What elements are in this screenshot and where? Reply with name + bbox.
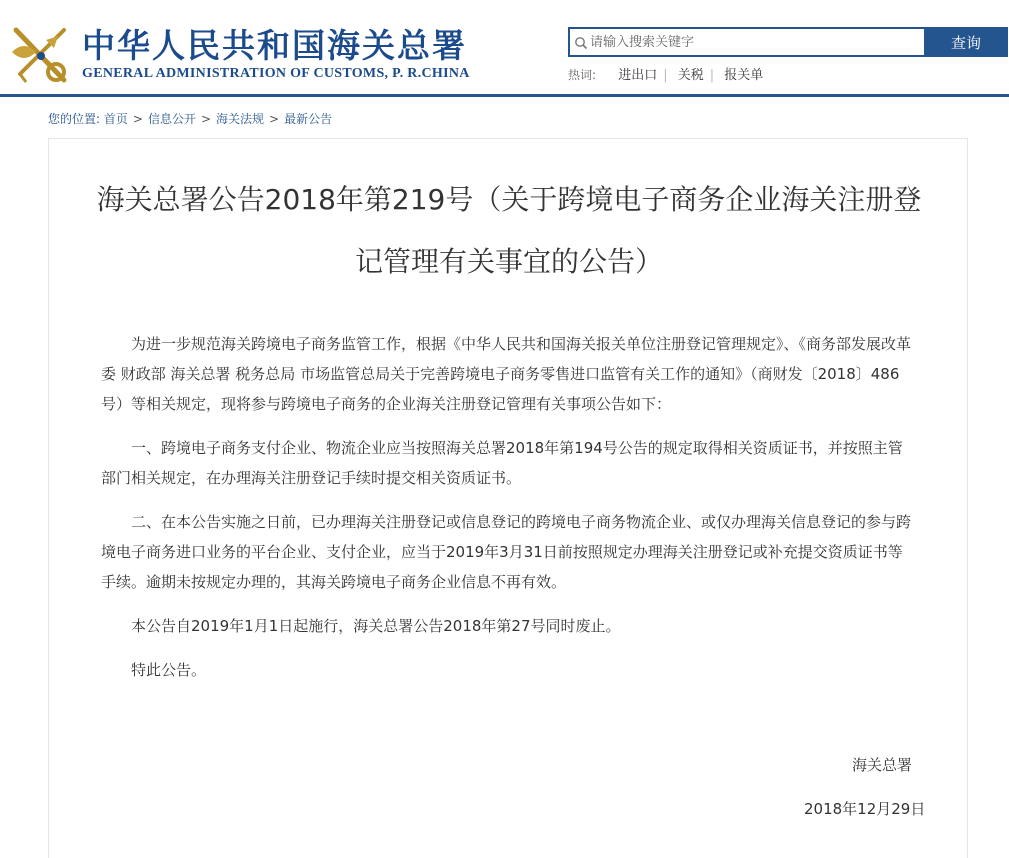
breadcrumb-latest-announcements[interactable]: 最新公告 bbox=[284, 112, 333, 126]
search-box bbox=[568, 27, 924, 57]
hot-words bbox=[568, 64, 769, 83]
hot-word-declaration[interactable]: 报关单 bbox=[724, 68, 764, 83]
article-signer: 海关总署 bbox=[852, 756, 913, 774]
article-date: 2018年12月29日 bbox=[804, 800, 926, 818]
breadcrumb-separator: > bbox=[200, 112, 212, 126]
hot-word-import-export[interactable]: 进出口 bbox=[618, 68, 658, 83]
breadcrumb-home[interactable]: 首页 bbox=[103, 112, 128, 126]
site-title[interactable]: 中华人民共和国海关总署 bbox=[82, 26, 467, 65]
hot-word-tariff[interactable]: 关税 bbox=[677, 68, 704, 83]
article-paragraph-2: 二、在本公告实施之日前，已办理海关注册登记或信息登记的跨境电子商务物流企业、或仅办理海关信息登记的参与跨境电子商务进口业务的平台企业、支付企业，应当于2019年3月31日前按照规定办理海关注册登记或补充提交资质证书等手续。逾期未按规定办理的，其海关跨境电子商务企业信息不再有效。 bbox=[101, 513, 912, 591]
breadcrumb-separator: > bbox=[269, 112, 280, 126]
breadcrumb bbox=[48, 110, 332, 127]
search-button[interactable]: 查询 bbox=[924, 27, 1008, 57]
site-subtitle-en: GENERAL ADMINISTRATION OF CUSTOMS, P. R.CHINA bbox=[82, 66, 470, 81]
hot-word-divider: | bbox=[709, 68, 715, 83]
hot-words-label: 热词: bbox=[568, 68, 597, 82]
article-paragraph-1: 一、跨境电子商务支付企业、物流企业应当按照海关总署2018年第194号公告的规定取得相关资质证书，并按照主管部门相关规定，在办理海关注册登记手续时提交相关资质证书。 bbox=[101, 439, 903, 487]
hot-word-divider: | bbox=[663, 68, 668, 83]
customs-emblem-icon[interactable] bbox=[6, 22, 76, 88]
article-title: 海关总署公告2018年第219号（关于跨境电子商务企业海关注册登记管理有关事宜的公告） bbox=[96, 183, 922, 278]
article-panel bbox=[48, 138, 968, 858]
search-input[interactable] bbox=[590, 29, 920, 55]
breadcrumb-label: 您的位置: bbox=[48, 112, 101, 126]
site-header bbox=[0, 0, 1009, 96]
article-body bbox=[101, 329, 917, 699]
breadcrumb-customs-regulations[interactable]: 海关法规 bbox=[216, 112, 265, 126]
header-divider bbox=[0, 94, 1009, 97]
article-paragraph-closing: 特此公告。 bbox=[131, 661, 207, 679]
article-paragraph-intro: 为进一步规范海关跨境电子商务监管工作，根据《中华人民共和国海关报关单位注册登记管理规定》、《商务部发展改革委 财政部 海关总署 税务总局 市场监管总局关于完善跨境电子商务零售进口监管有关工作的通知》（商财发〔2018〕486号）等相关规定，现将参与跨境电子商务的企业海关注册登记管理有关事项公告如下： bbox=[101, 335, 912, 413]
breadcrumb-separator: > bbox=[132, 112, 143, 126]
article-paragraph-effective: 本公告自2019年1月1日起施行，海关总署公告2018年第27号同时废止。 bbox=[131, 617, 621, 635]
breadcrumb-info-disclosure[interactable]: 信息公开 bbox=[147, 112, 196, 126]
search-icon bbox=[574, 36, 588, 50]
